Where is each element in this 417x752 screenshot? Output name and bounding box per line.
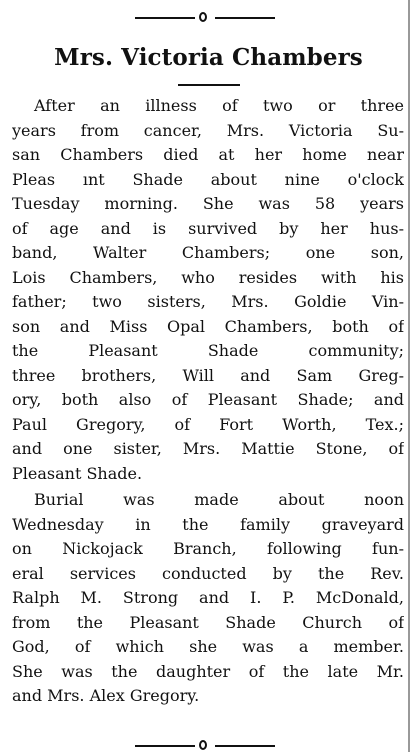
paragraph-2 <box>12 488 404 709</box>
text-line: Wednesday in the family graveyard <box>12 514 404 534</box>
text-line: Pleas ınt Shade about nine o'clock <box>12 169 404 189</box>
column-rule <box>408 0 410 752</box>
text-line: the Pleasant Shade community; <box>12 341 404 360</box>
text-line: father; two sisters, Mrs. Goldie Vin- <box>12 292 404 311</box>
text-line: Paul Gregory, of Fort Worth, Tex.; <box>12 414 404 434</box>
text-line: She was the daughter of the late Mr. <box>12 661 404 681</box>
text-line: years from cancer, Mrs. Victoria Su- <box>12 120 404 140</box>
text-line: Ralph M. Strong and I. P. McDonald, <box>12 588 404 607</box>
rule-ornament-icon <box>199 740 207 750</box>
text-line: eral services conducted by the Rev. <box>12 563 404 583</box>
text-line: three brothers, Will and Sam Greg- <box>12 365 404 385</box>
text-line: san Chambers died at her home near <box>12 145 404 164</box>
text-line: and Mrs. Alex Gregory. <box>12 686 200 705</box>
top-ornamental-rule <box>135 12 275 24</box>
paragraph-1 <box>12 94 404 486</box>
text-line: and one sister, Mrs. Mattie Stone, of <box>12 439 404 458</box>
rule-ornament-icon <box>199 12 207 22</box>
text-line: Tuesday morning. She was 58 years <box>12 194 404 213</box>
headline-underline <box>178 84 240 86</box>
rule-line <box>135 17 195 19</box>
text-line: After an illness of two or three <box>34 96 404 115</box>
rule-line <box>215 745 275 747</box>
text-line: band, Walter Chambers; one son, <box>12 243 404 262</box>
text-line: of age and is survived by her hus- <box>12 218 404 238</box>
text-line: son and Miss Opal Chambers, both of <box>12 316 404 336</box>
obituary-headline: Mrs. Victoria Chambers <box>54 44 363 71</box>
obituary-body <box>12 94 404 709</box>
text-line: on Nickojack Branch, following fun- <box>12 539 404 558</box>
text-line: Pleasant Shade. <box>12 463 143 483</box>
rule-line <box>215 17 275 19</box>
text-line: Burial was made about noon <box>34 490 404 509</box>
text-line: ory, both also of Pleasant Shade; and <box>12 390 404 409</box>
text-line: God, of which she was a member. <box>12 637 404 656</box>
rule-line <box>135 745 195 747</box>
bottom-ornamental-rule <box>135 740 275 752</box>
text-line: from the Pleasant Shade Church of <box>12 612 404 632</box>
text-line: Lois Chambers, who resides with his <box>12 267 404 287</box>
